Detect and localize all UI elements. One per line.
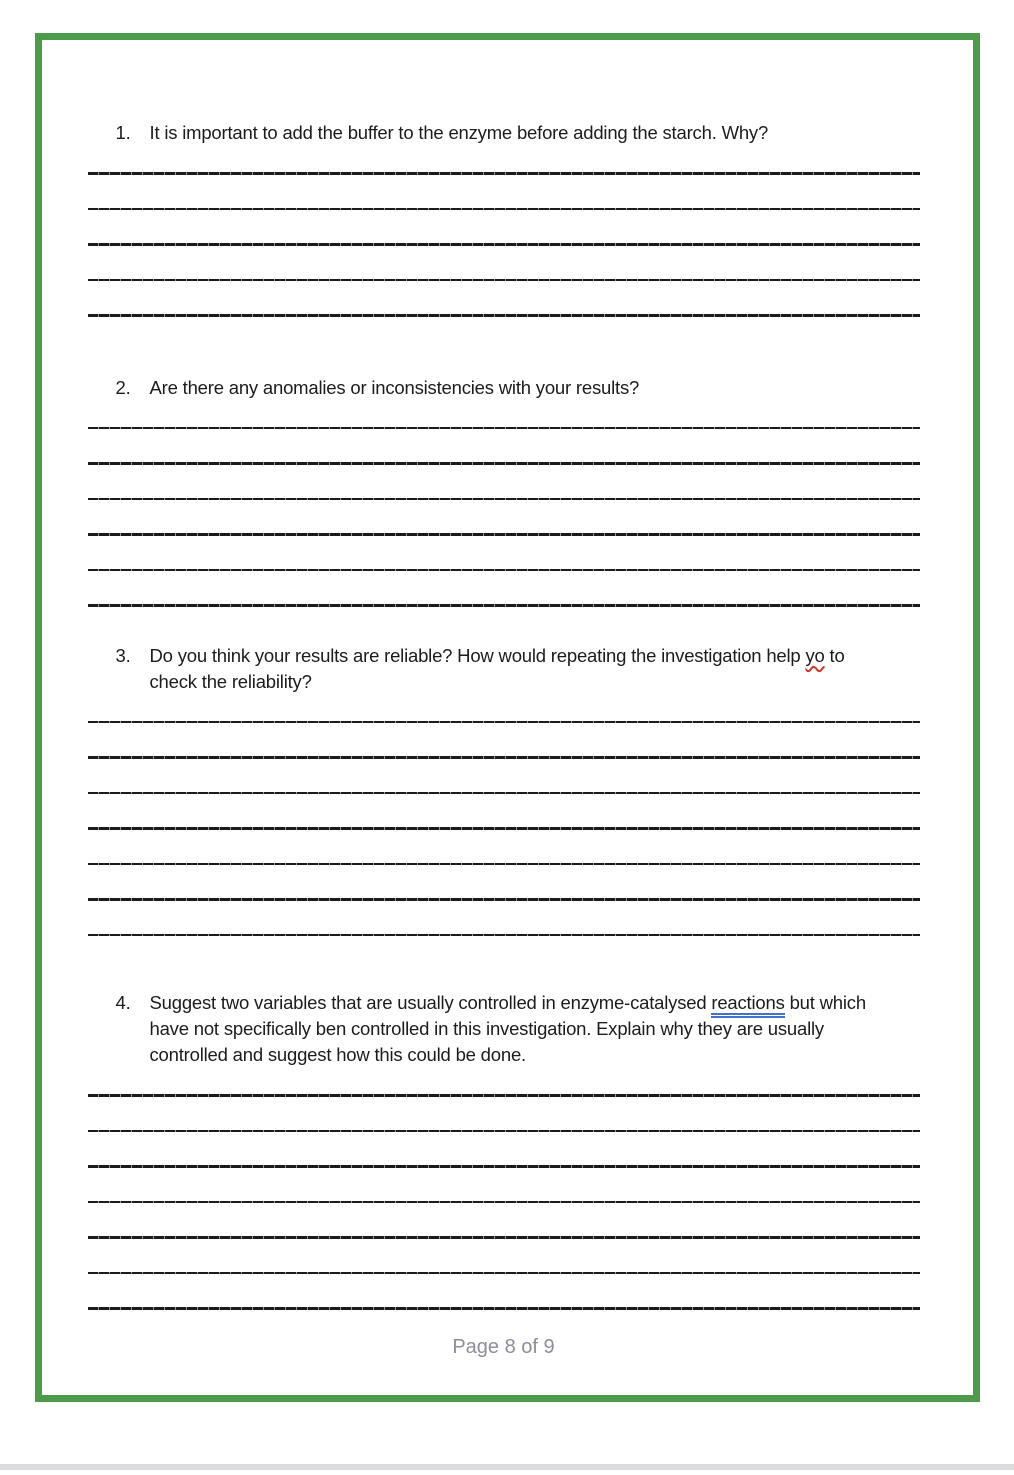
answer-lines-2 (88, 427, 920, 607)
grammar-flagged-word[interactable]: reactions (711, 992, 784, 1018)
answer-line[interactable] (88, 314, 920, 317)
answer-line[interactable] (88, 427, 920, 430)
answer-line[interactable] (88, 898, 920, 901)
question-block-4 (88, 990, 920, 1310)
answer-lines-4 (88, 1094, 920, 1310)
misspelled-word[interactable]: yo (805, 644, 825, 666)
question-number: 1. (115, 122, 131, 143)
page-boundary-divider (0, 1464, 1014, 1470)
answer-line[interactable] (88, 756, 920, 759)
answer-line[interactable] (88, 792, 920, 795)
answer-line[interactable] (88, 1165, 920, 1168)
question-1-text[interactable] (116, 120, 920, 146)
answer-line[interactable] (88, 498, 920, 501)
answer-line[interactable] (88, 1236, 920, 1239)
question-text-segment: to (824, 644, 845, 666)
question-text-segment: check the reliability? (149, 670, 312, 692)
answer-line[interactable] (88, 1307, 920, 1310)
answer-line[interactable] (88, 1094, 920, 1097)
answer-line[interactable] (88, 1201, 920, 1204)
question-number: 3. (115, 644, 131, 666)
question-text: It is important to add the buffer to the enzyme before adding the starch. Why? (149, 122, 769, 143)
answer-line[interactable] (88, 172, 920, 175)
answer-line[interactable] (88, 208, 920, 211)
question-number: 2. (115, 376, 131, 398)
question-4-text[interactable] (116, 990, 920, 1068)
answer-line[interactable] (88, 1130, 920, 1133)
answer-line[interactable] (88, 279, 920, 282)
question-text (150, 643, 920, 695)
question-block-3 (88, 643, 920, 937)
answer-lines-1 (88, 172, 920, 317)
question-text-segment: Do you think your results are reliable? How would repeating the investigation help (149, 644, 806, 666)
question-text: Are there any anomalies or inconsistencies with your results? (149, 376, 640, 398)
answer-line[interactable] (88, 827, 920, 830)
question-3-text[interactable] (116, 643, 920, 695)
question-number: 4. (115, 992, 131, 1013)
document-page (35, 33, 980, 1402)
question-text-segment: but which (784, 992, 866, 1013)
answer-line[interactable] (88, 462, 920, 465)
answer-line[interactable] (88, 533, 920, 536)
question-text (150, 990, 920, 1068)
answer-line[interactable] (88, 1272, 920, 1275)
answer-line[interactable] (88, 934, 920, 937)
answer-line[interactable] (88, 604, 920, 607)
answer-lines-3 (88, 721, 920, 937)
page-number: Page 8 of 9 (452, 1335, 555, 1358)
question-2-text[interactable] (116, 375, 920, 401)
question-text-segment: Suggest two variables that are usually controlled in enzyme-catalysed (149, 992, 712, 1013)
question-block-1 (88, 120, 920, 317)
answer-line[interactable] (88, 863, 920, 866)
question-block-2 (88, 375, 920, 607)
answer-line[interactable] (88, 721, 920, 724)
answer-line[interactable] (88, 243, 920, 246)
question-text-segment: controlled and suggest how this could be done. (149, 1044, 526, 1065)
question-text-segment: have not specifically ben controlled in this investigation. Explain why they are usually (149, 1018, 824, 1039)
answer-line[interactable] (88, 569, 920, 572)
